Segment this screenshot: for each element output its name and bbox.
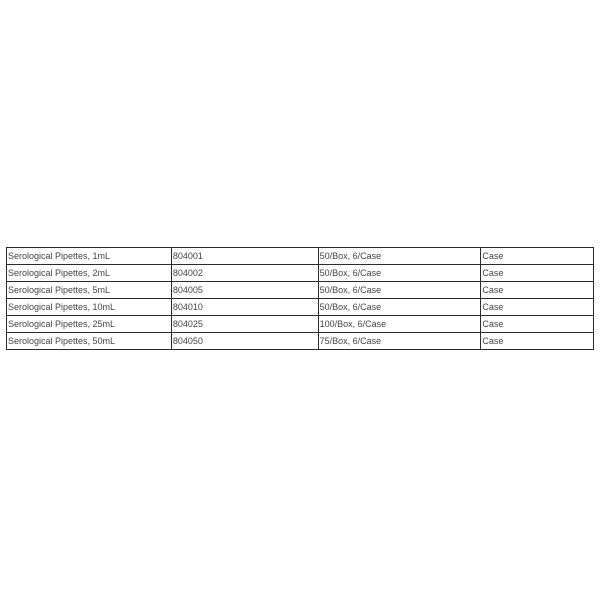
product-code-cell: 804005: [171, 282, 318, 299]
product-code-cell: 804001: [171, 248, 318, 265]
product-code-cell: 804002: [171, 265, 318, 282]
product-table-body: [7, 248, 594, 350]
packaging-cell: 75/Box, 6/Case: [318, 333, 481, 350]
unit-cell: Case: [481, 248, 594, 265]
table-row: [7, 265, 594, 282]
packaging-cell: 100/Box, 6/Case: [318, 316, 481, 333]
product-table: [6, 247, 594, 350]
packaging-cell: 50/Box, 6/Case: [318, 265, 481, 282]
table-row: [7, 333, 594, 350]
product-name-cell: Serological Pipettes, 5mL: [7, 282, 172, 299]
product-name-cell: Serological Pipettes, 25mL: [7, 316, 172, 333]
packaging-cell: 50/Box, 6/Case: [318, 282, 481, 299]
product-code-cell: 804010: [171, 299, 318, 316]
product-name-cell: Serological Pipettes, 10mL: [7, 299, 172, 316]
table-row: [7, 316, 594, 333]
unit-cell: Case: [481, 316, 594, 333]
unit-cell: Case: [481, 333, 594, 350]
packaging-cell: 50/Box, 6/Case: [318, 248, 481, 265]
unit-cell: Case: [481, 282, 594, 299]
product-code-cell: 804025: [171, 316, 318, 333]
table-row: [7, 282, 594, 299]
product-name-cell: Serological Pipettes, 2mL: [7, 265, 172, 282]
product-name-cell: Serological Pipettes, 1mL: [7, 248, 172, 265]
table-row: [7, 299, 594, 316]
unit-cell: Case: [481, 299, 594, 316]
product-code-cell: 804050: [171, 333, 318, 350]
product-name-cell: Serological Pipettes, 50mL: [7, 333, 172, 350]
unit-cell: Case: [481, 265, 594, 282]
table-row: [7, 248, 594, 265]
packaging-cell: 50/Box, 6/Case: [318, 299, 481, 316]
